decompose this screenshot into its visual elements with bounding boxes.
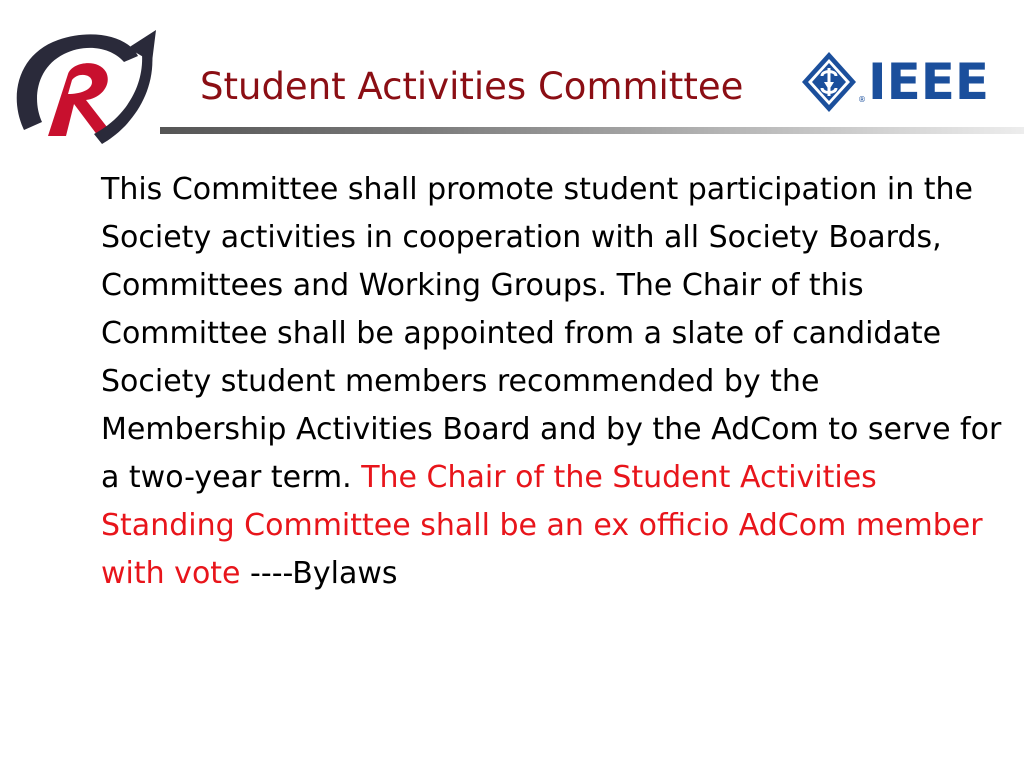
body-text-highlight: The Chair of the Student Activities Standing Committee shall be an ex officio AdCom member with vote [101,460,983,591]
body-text-main: This Committee shall promote student participation in the Society activities in cooperation with all Society Boards, Committees and Working Groups. The Chair of this Committee shall be appointed from a slate of candidate Society student members recommended by the Membership Activities Board and by the AdCom to serve for a two-year term. [101,172,1002,495]
ra-swoosh-logo-icon [6,18,162,154]
slide-title: Student Activities Committee [200,65,744,108]
ieee-wordmark: IEEE [868,53,990,111]
ieee-diamond-logo-icon [800,50,858,114]
registered-mark: ® [858,95,866,104]
body-text-source: ----Bylaws [240,556,398,591]
title-divider [160,127,1024,134]
ieee-logo [800,50,989,114]
body-paragraph [101,166,1006,598]
